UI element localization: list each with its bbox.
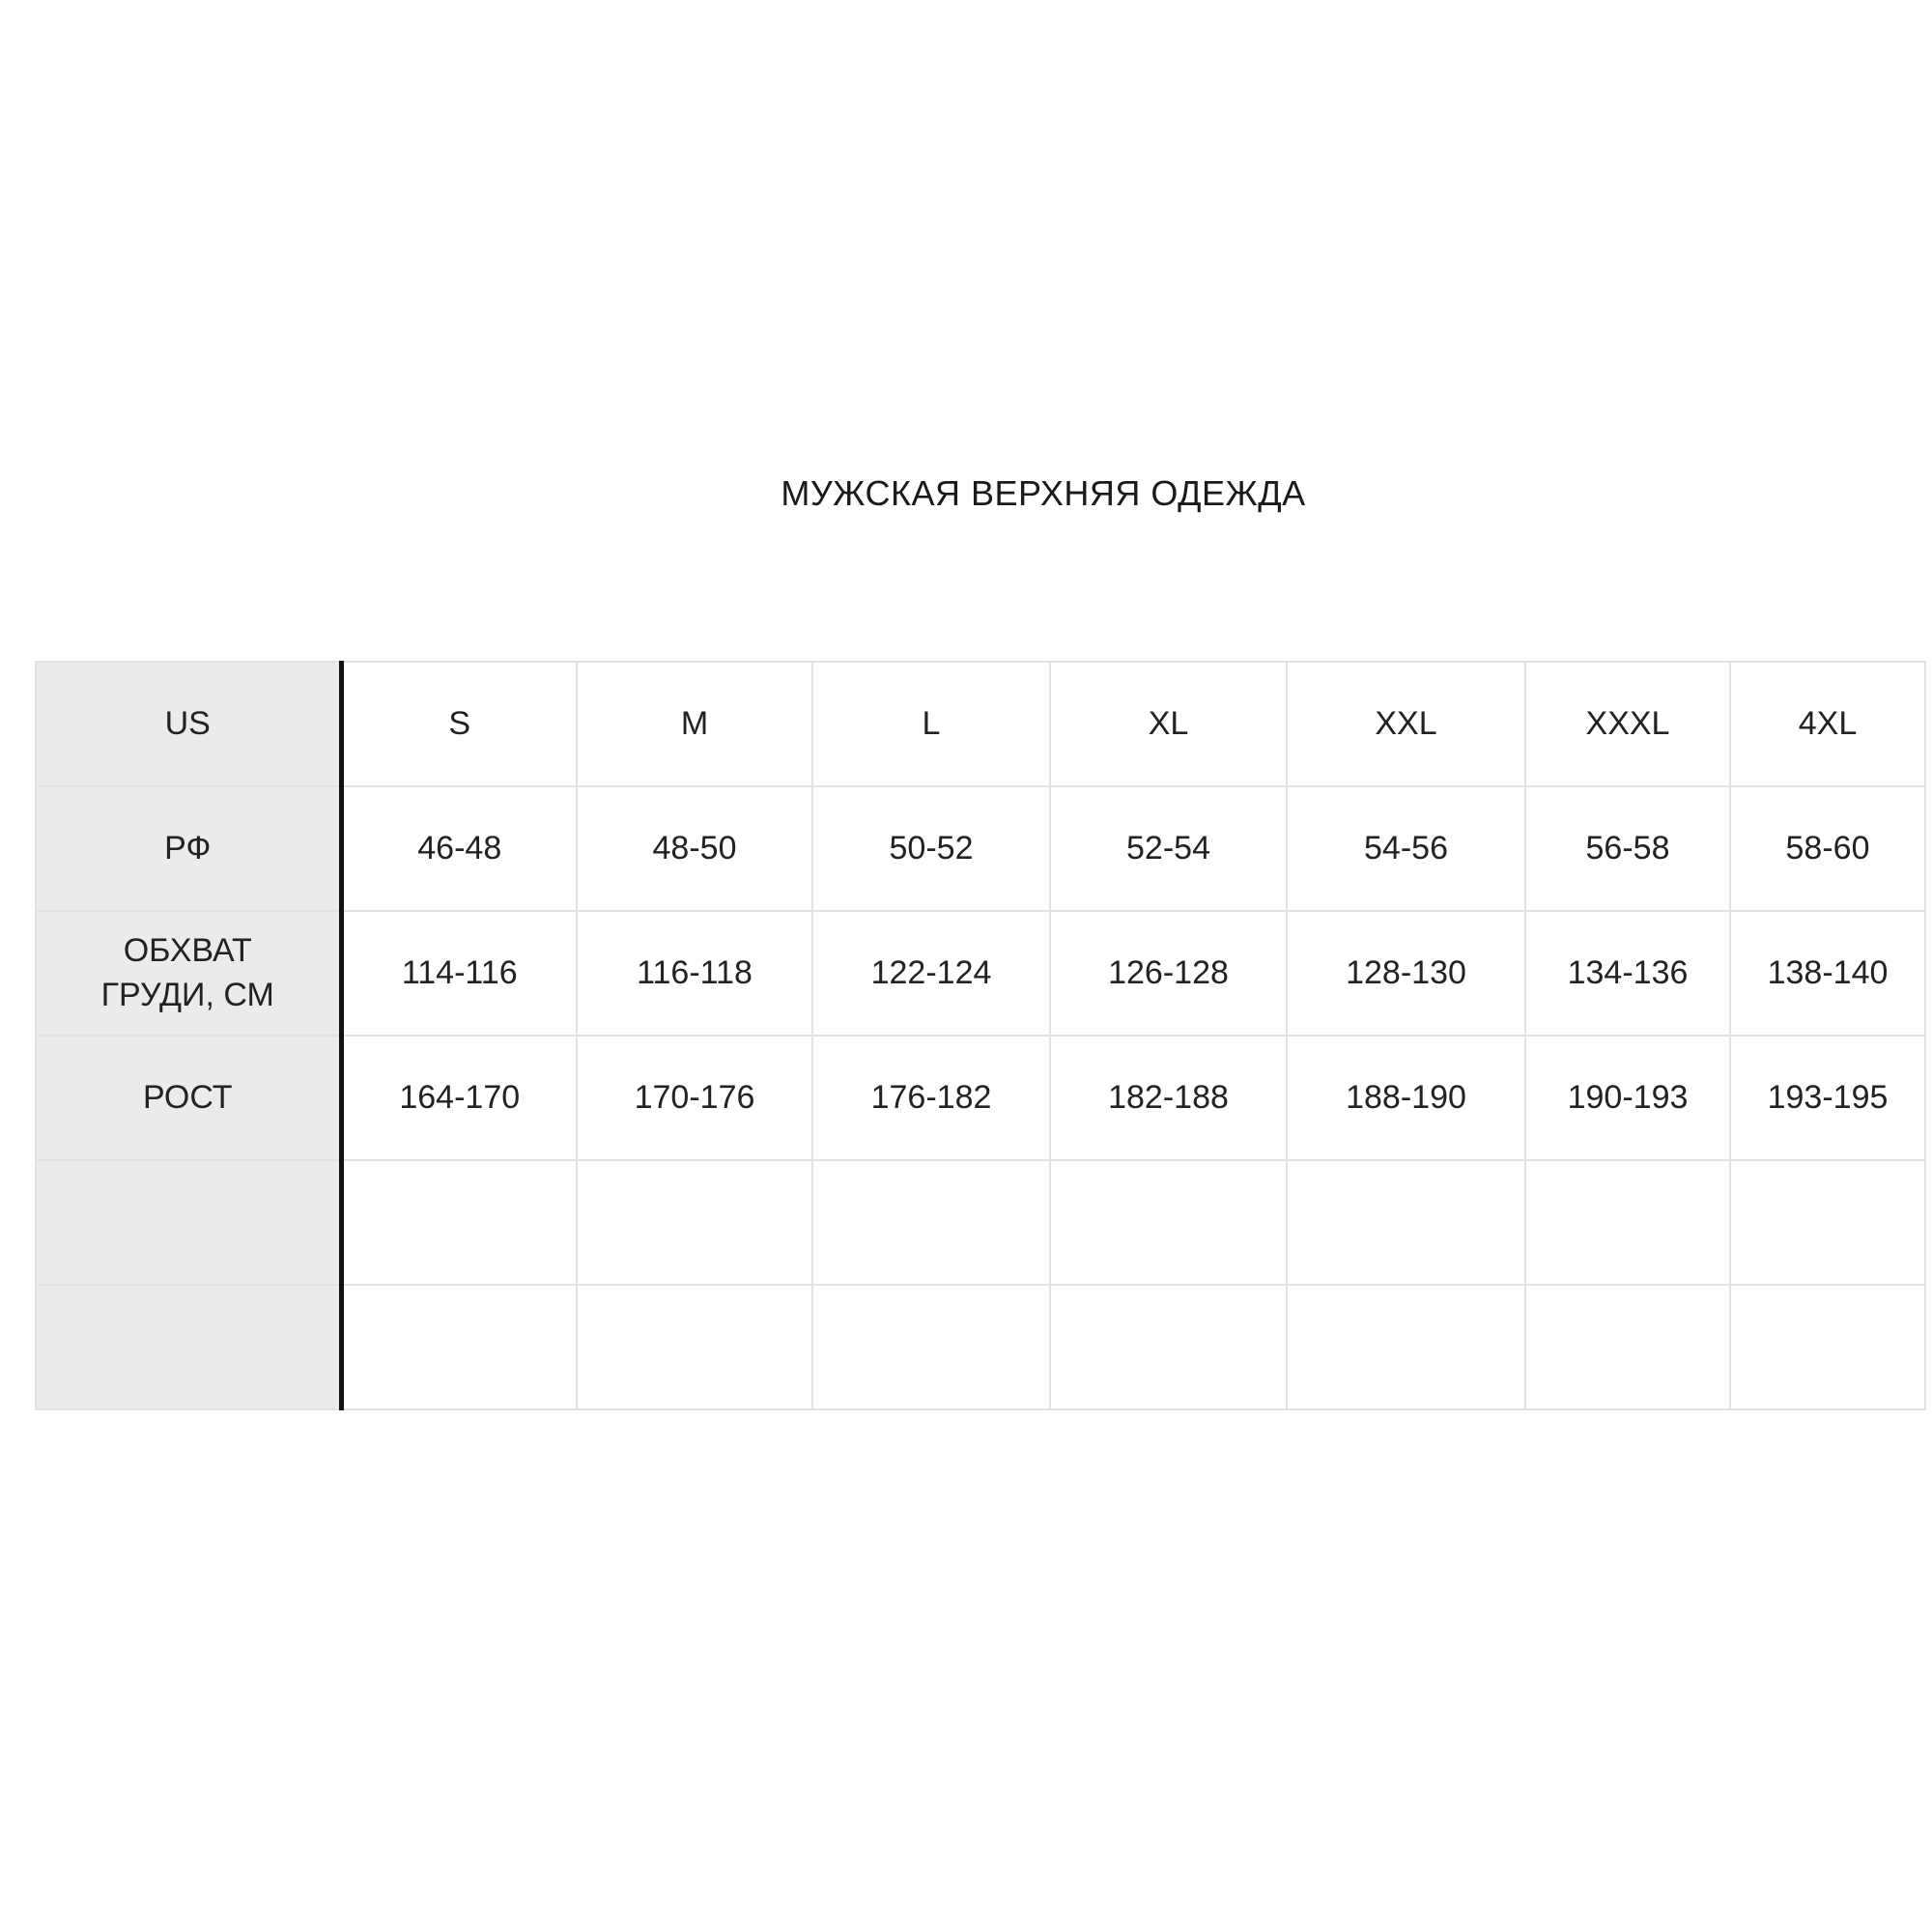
cell-rf-4xl: 58-60 bbox=[1730, 786, 1925, 911]
cell-rf-l: 50-52 bbox=[812, 786, 1050, 911]
cell-empty bbox=[1525, 1285, 1730, 1409]
cell-height-xxl: 188-190 bbox=[1287, 1036, 1525, 1160]
cell-us-xxl: XXL bbox=[1287, 662, 1525, 786]
cell-rf-s: 46-48 bbox=[341, 786, 577, 911]
cell-rf-xxxl: 56-58 bbox=[1525, 786, 1730, 911]
cell-height-4xl: 193-195 bbox=[1730, 1036, 1925, 1160]
cell-height-xl: 182-188 bbox=[1050, 1036, 1287, 1160]
cell-us-s: S bbox=[341, 662, 577, 786]
row-us-size bbox=[36, 662, 1925, 786]
row-label-chest: ОБХВАТ ГРУДИ, СМ bbox=[36, 911, 341, 1036]
cell-chest-l: 122-124 bbox=[812, 911, 1050, 1036]
cell-chest-xxl: 128-130 bbox=[1287, 911, 1525, 1036]
cell-empty bbox=[1050, 1160, 1287, 1285]
cell-empty bbox=[1050, 1285, 1287, 1409]
cell-rf-m: 48-50 bbox=[577, 786, 812, 911]
cell-empty bbox=[577, 1160, 812, 1285]
cell-us-xl: XL bbox=[1050, 662, 1287, 786]
row-empty bbox=[36, 1285, 1925, 1409]
cell-empty bbox=[1287, 1285, 1525, 1409]
row-label-rf: РФ bbox=[36, 786, 341, 911]
size-chart-table bbox=[35, 661, 1926, 1410]
row-label-us: US bbox=[36, 662, 341, 786]
row-label-height: РОСТ bbox=[36, 1036, 341, 1160]
cell-empty bbox=[1730, 1160, 1925, 1285]
row-height bbox=[36, 1036, 1925, 1160]
cell-empty bbox=[812, 1160, 1050, 1285]
cell-chest-xl: 126-128 bbox=[1050, 911, 1287, 1036]
cell-height-s: 164-170 bbox=[341, 1036, 577, 1160]
cell-empty bbox=[812, 1285, 1050, 1409]
cell-empty bbox=[577, 1285, 812, 1409]
cell-us-m: M bbox=[577, 662, 812, 786]
cell-empty bbox=[1287, 1160, 1525, 1285]
cell-chest-xxxl: 134-136 bbox=[1525, 911, 1730, 1036]
cell-us-xxxl: XXXL bbox=[1525, 662, 1730, 786]
cell-empty bbox=[1525, 1160, 1730, 1285]
row-empty bbox=[36, 1160, 1925, 1285]
row-rf-size bbox=[36, 786, 1925, 911]
cell-rf-xl: 52-54 bbox=[1050, 786, 1287, 911]
cell-chest-m: 116-118 bbox=[577, 911, 812, 1036]
cell-rf-xxl: 54-56 bbox=[1287, 786, 1525, 911]
row-chest bbox=[36, 911, 1925, 1036]
cell-height-xxxl: 190-193 bbox=[1525, 1036, 1730, 1160]
page-title: МУЖСКАЯ ВЕРХНЯЯ ОДЕЖДА bbox=[781, 473, 1306, 513]
row-label-empty bbox=[36, 1285, 341, 1409]
cell-empty bbox=[341, 1160, 577, 1285]
cell-chest-s: 114-116 bbox=[341, 911, 577, 1036]
cell-height-m: 170-176 bbox=[577, 1036, 812, 1160]
row-label-empty bbox=[36, 1160, 341, 1285]
cell-us-l: L bbox=[812, 662, 1050, 786]
cell-chest-4xl: 138-140 bbox=[1730, 911, 1925, 1036]
cell-empty bbox=[1730, 1285, 1925, 1409]
cell-empty bbox=[341, 1285, 577, 1409]
cell-us-4xl: 4XL bbox=[1730, 662, 1925, 786]
cell-height-l: 176-182 bbox=[812, 1036, 1050, 1160]
